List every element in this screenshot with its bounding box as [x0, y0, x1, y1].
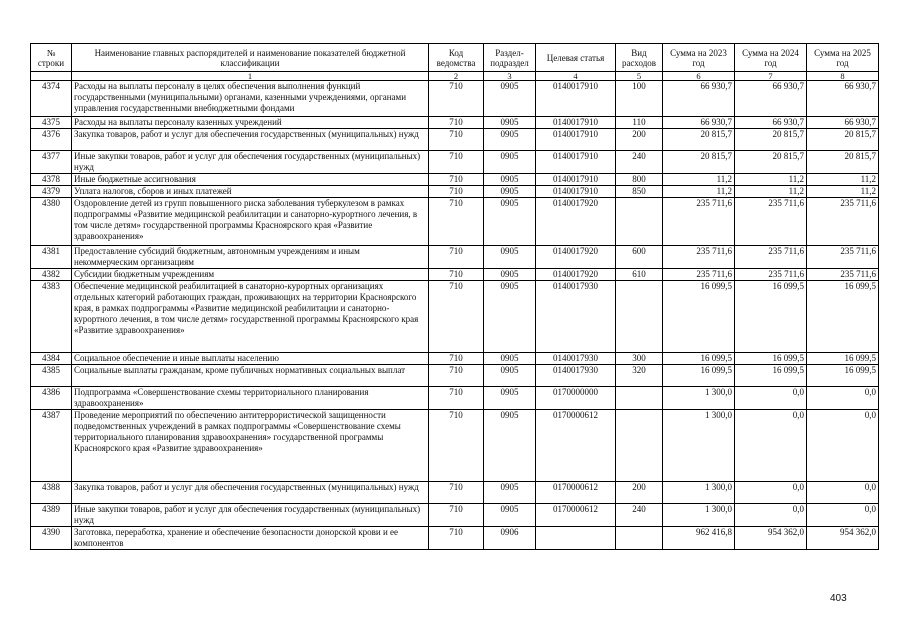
header-dept-code: Код ведомства [429, 44, 484, 72]
expense-type: 850 [616, 186, 663, 198]
sum-2023: 16 099,5 [663, 353, 735, 365]
row-description: Расходы на выплаты персоналу казенных учреждений [72, 117, 429, 129]
row-number: 4386 [31, 387, 72, 410]
section-code: 0905 [484, 198, 536, 246]
section-code: 0905 [484, 129, 536, 151]
sum-2025: 66 930,7 [807, 117, 879, 129]
expense-type: 800 [616, 174, 663, 186]
column-number: 3 [484, 72, 536, 81]
section-code: 0905 [484, 387, 536, 410]
section-code: 0905 [484, 186, 536, 198]
sum-2023: 20 815,7 [663, 129, 735, 151]
sum-2024: 16 099,5 [735, 353, 807, 365]
sum-2025: 0,0 [807, 482, 879, 504]
target-article: 0170000612 [536, 504, 616, 527]
expense-type: 610 [616, 269, 663, 281]
header-sum-2025: Сумма на 2025 год [807, 44, 879, 72]
dept-code: 710 [429, 365, 484, 387]
sum-2024: 0,0 [735, 387, 807, 410]
table-row [31, 174, 879, 186]
row-number: 4382 [31, 269, 72, 281]
column-number: 1 [72, 72, 429, 81]
sum-2023: 66 930,7 [663, 81, 735, 117]
dept-code: 710 [429, 129, 484, 151]
row-number: 4380 [31, 198, 72, 246]
dept-code: 710 [429, 527, 484, 550]
row-number: 4387 [31, 410, 72, 482]
header-target-article: Целевая статья [536, 44, 616, 72]
target-article: 0140017920 [536, 246, 616, 269]
section-code: 0905 [484, 117, 536, 129]
section-code: 0905 [484, 174, 536, 186]
dept-code: 710 [429, 117, 484, 129]
row-description: Иные бюджетные ассигнования [72, 174, 429, 186]
table-row [31, 281, 879, 353]
section-code: 0905 [484, 353, 536, 365]
sum-2024: 235 711,6 [735, 198, 807, 246]
expense-type [616, 387, 663, 410]
section-code: 0905 [484, 482, 536, 504]
sum-2023: 1 300,0 [663, 410, 735, 482]
section-code: 0905 [484, 504, 536, 527]
budget-table [30, 43, 879, 550]
row-description: Закупка товаров, работ и услуг для обеспечения государственных (муниципальных) нужд [72, 129, 429, 151]
sum-2025: 20 815,7 [807, 129, 879, 151]
sum-2023: 962 416,8 [663, 527, 735, 550]
table-row [31, 387, 879, 410]
row-description: Субсидии бюджетным учреждениям [72, 269, 429, 281]
row-description: Социальное обеспечение и иные выплаты населению [72, 353, 429, 365]
target-article: 0140017910 [536, 129, 616, 151]
row-number: 4375 [31, 117, 72, 129]
sum-2024: 66 930,7 [735, 81, 807, 117]
row-description: Социальные выплаты гражданам, кроме публичных нормативных социальных выплат [72, 365, 429, 387]
column-number [31, 72, 72, 81]
section-code: 0906 [484, 527, 536, 550]
sum-2023: 11,2 [663, 174, 735, 186]
sum-2025: 16 099,5 [807, 365, 879, 387]
sum-2025: 16 099,5 [807, 353, 879, 365]
target-article: 0140017930 [536, 281, 616, 353]
column-number: 6 [663, 72, 735, 81]
row-number: 4384 [31, 353, 72, 365]
sum-2023: 1 300,0 [663, 482, 735, 504]
table-row [31, 269, 879, 281]
header-sum-2024: Сумма на 2024 год [735, 44, 807, 72]
table-row [31, 186, 879, 198]
expense-type [616, 527, 663, 550]
sum-2025: 235 711,6 [807, 269, 879, 281]
row-number: 4374 [31, 81, 72, 117]
target-article: 0170000612 [536, 482, 616, 504]
target-article: 0140017910 [536, 117, 616, 129]
sum-2023: 66 930,7 [663, 117, 735, 129]
dept-code: 710 [429, 504, 484, 527]
expense-type: 240 [616, 151, 663, 174]
dept-code: 710 [429, 174, 484, 186]
expense-type: 110 [616, 117, 663, 129]
expense-type: 240 [616, 504, 663, 527]
target-article: 0140017920 [536, 198, 616, 246]
table-row [31, 482, 879, 504]
target-article: 0140017910 [536, 81, 616, 117]
sum-2023: 1 300,0 [663, 504, 735, 527]
section-code: 0905 [484, 281, 536, 353]
target-article: 0140017920 [536, 269, 616, 281]
sum-2025: 11,2 [807, 174, 879, 186]
dept-code: 710 [429, 387, 484, 410]
row-description: Заготовка, переработка, хранение и обеспечение безопасности донорской крови и ее компонентов [72, 527, 429, 550]
target-article: 0140017930 [536, 365, 616, 387]
sum-2024: 66 930,7 [735, 117, 807, 129]
section-code: 0905 [484, 151, 536, 174]
expense-type: 600 [616, 246, 663, 269]
row-number: 4378 [31, 174, 72, 186]
section-code: 0905 [484, 410, 536, 482]
section-code: 0905 [484, 269, 536, 281]
sum-2024: 20 815,7 [735, 129, 807, 151]
header-section: Раздел-подраздел [484, 44, 536, 72]
dept-code: 710 [429, 269, 484, 281]
sum-2024: 235 711,6 [735, 269, 807, 281]
column-number: 2 [429, 72, 484, 81]
sum-2024: 11,2 [735, 174, 807, 186]
target-article: 0140017930 [536, 353, 616, 365]
sum-2023: 1 300,0 [663, 387, 735, 410]
header-expense-type: Вид расходов [616, 44, 663, 72]
table-row [31, 527, 879, 550]
table-row [31, 81, 879, 117]
expense-type: 320 [616, 365, 663, 387]
row-description: Предоставление субсидий бюджетным, автономным учреждениям и иным некоммерческим организациям [72, 246, 429, 269]
dept-code: 710 [429, 410, 484, 482]
column-number: 8 [807, 72, 879, 81]
column-number: 7 [735, 72, 807, 81]
sum-2025: 16 099,5 [807, 281, 879, 353]
page-number: 403 [830, 593, 847, 604]
dept-code: 710 [429, 246, 484, 269]
row-description: Обеспечение медицинской реабилитацией в санаторно-курортных организациях отдельных категорий работающих граждан, проживающих на территории Красноярского края, в рамках подпрограммы «Развитие медицинской реабилитации и санаторно-курортного лечения, в том числе детям» государственной программы Красноярского края «Развитие здравоохранения» [72, 281, 429, 353]
section-code: 0905 [484, 365, 536, 387]
header-sum-2023: Сумма на 2023 год [663, 44, 735, 72]
table-row [31, 410, 879, 482]
sum-2024: 954 362,0 [735, 527, 807, 550]
sum-2025: 66 930,7 [807, 81, 879, 117]
row-description: Оздоровление детей из групп повышенного риска заболевания туберкулезом в рамках подпрограммы «Развитие медицинской реабилитации и санаторно-курортного лечения, в том числе детям» государственной программы Красноярского края «Развитие здравоохранения» [72, 198, 429, 246]
expense-type [616, 281, 663, 353]
header-row-number: № строки [31, 44, 72, 72]
section-code: 0905 [484, 246, 536, 269]
dept-code: 710 [429, 281, 484, 353]
row-number: 4383 [31, 281, 72, 353]
row-description: Закупка товаров, работ и услуг для обеспечения государственных (муниципальных) нужд [72, 482, 429, 504]
sum-2025: 235 711,6 [807, 246, 879, 269]
sum-2023: 16 099,5 [663, 365, 735, 387]
sum-2024: 16 099,5 [735, 281, 807, 353]
expense-type [616, 410, 663, 482]
dept-code: 710 [429, 198, 484, 246]
row-number: 4381 [31, 246, 72, 269]
dept-code: 710 [429, 186, 484, 198]
sum-2025: 0,0 [807, 410, 879, 482]
target-article: 0170000000 [536, 387, 616, 410]
dept-code: 710 [429, 353, 484, 365]
dept-code: 710 [429, 482, 484, 504]
row-description: Уплата налогов, сборов и иных платежей [72, 186, 429, 198]
expense-type [616, 198, 663, 246]
sum-2023: 16 099,5 [663, 281, 735, 353]
expense-type: 200 [616, 129, 663, 151]
target-article: 0170000612 [536, 410, 616, 482]
sum-2023: 20 815,7 [663, 151, 735, 174]
target-article: 0140017910 [536, 174, 616, 186]
header-row [31, 44, 879, 72]
column-number: 5 [616, 72, 663, 81]
row-number: 4376 [31, 129, 72, 151]
expense-type: 100 [616, 81, 663, 117]
column-numbers-row [31, 72, 879, 81]
column-number: 4 [536, 72, 616, 81]
sum-2025: 11,2 [807, 186, 879, 198]
table-row [31, 365, 879, 387]
row-number: 4377 [31, 151, 72, 174]
sum-2024: 0,0 [735, 410, 807, 482]
table-row [31, 151, 879, 174]
expense-type: 200 [616, 482, 663, 504]
row-description: Иные закупки товаров, работ и услуг для обеспечения государственных (муниципальных) нужд [72, 151, 429, 174]
table-row [31, 504, 879, 527]
table-row [31, 353, 879, 365]
table-row [31, 117, 879, 129]
dept-code: 710 [429, 81, 484, 117]
row-number: 4389 [31, 504, 72, 527]
sum-2024: 16 099,5 [735, 365, 807, 387]
expense-type: 300 [616, 353, 663, 365]
dept-code: 710 [429, 151, 484, 174]
header-name: Наименование главных распорядителей и наименование показателей бюджетной классификации [72, 44, 429, 72]
row-number: 4390 [31, 527, 72, 550]
sum-2024: 0,0 [735, 482, 807, 504]
sum-2025: 0,0 [807, 504, 879, 527]
row-description: Иные закупки товаров, работ и услуг для обеспечения государственных (муниципальных) нужд [72, 504, 429, 527]
sum-2023: 235 711,6 [663, 269, 735, 281]
table-row [31, 198, 879, 246]
row-number: 4388 [31, 482, 72, 504]
target-article: 0140017910 [536, 186, 616, 198]
sum-2025: 954 362,0 [807, 527, 879, 550]
sum-2024: 11,2 [735, 186, 807, 198]
table-row [31, 129, 879, 151]
sum-2023: 235 711,6 [663, 246, 735, 269]
table-body [31, 81, 879, 550]
sum-2023: 235 711,6 [663, 198, 735, 246]
target-article: 0140017910 [536, 151, 616, 174]
sum-2024: 0,0 [735, 504, 807, 527]
row-description: Подпрограмма «Совершенствование схемы территориального планирования здравоохранения» [72, 387, 429, 410]
sum-2025: 0,0 [807, 387, 879, 410]
sum-2024: 235 711,6 [735, 246, 807, 269]
sum-2023: 11,2 [663, 186, 735, 198]
sum-2025: 235 711,6 [807, 198, 879, 246]
row-number: 4379 [31, 186, 72, 198]
sum-2024: 20 815,7 [735, 151, 807, 174]
row-description: Расходы на выплаты персоналу в целях обеспечения выполнения функций государственными (муниципальными) органами, казенными учреждениями, органами управления государственными внебюджетными фондами [72, 81, 429, 117]
target-article [536, 527, 616, 550]
sum-2025: 20 815,7 [807, 151, 879, 174]
row-description: Проведение мероприятий по обеспечению антитеррористической защищенности подведомственных учреждений в рамках подпрограммы «Совершенствование схемы территориального планирования здравоохранения» государственной программы Красноярского края «Развитие здравоохранения» [72, 410, 429, 482]
row-number: 4385 [31, 365, 72, 387]
section-code: 0905 [484, 81, 536, 117]
table-row [31, 246, 879, 269]
